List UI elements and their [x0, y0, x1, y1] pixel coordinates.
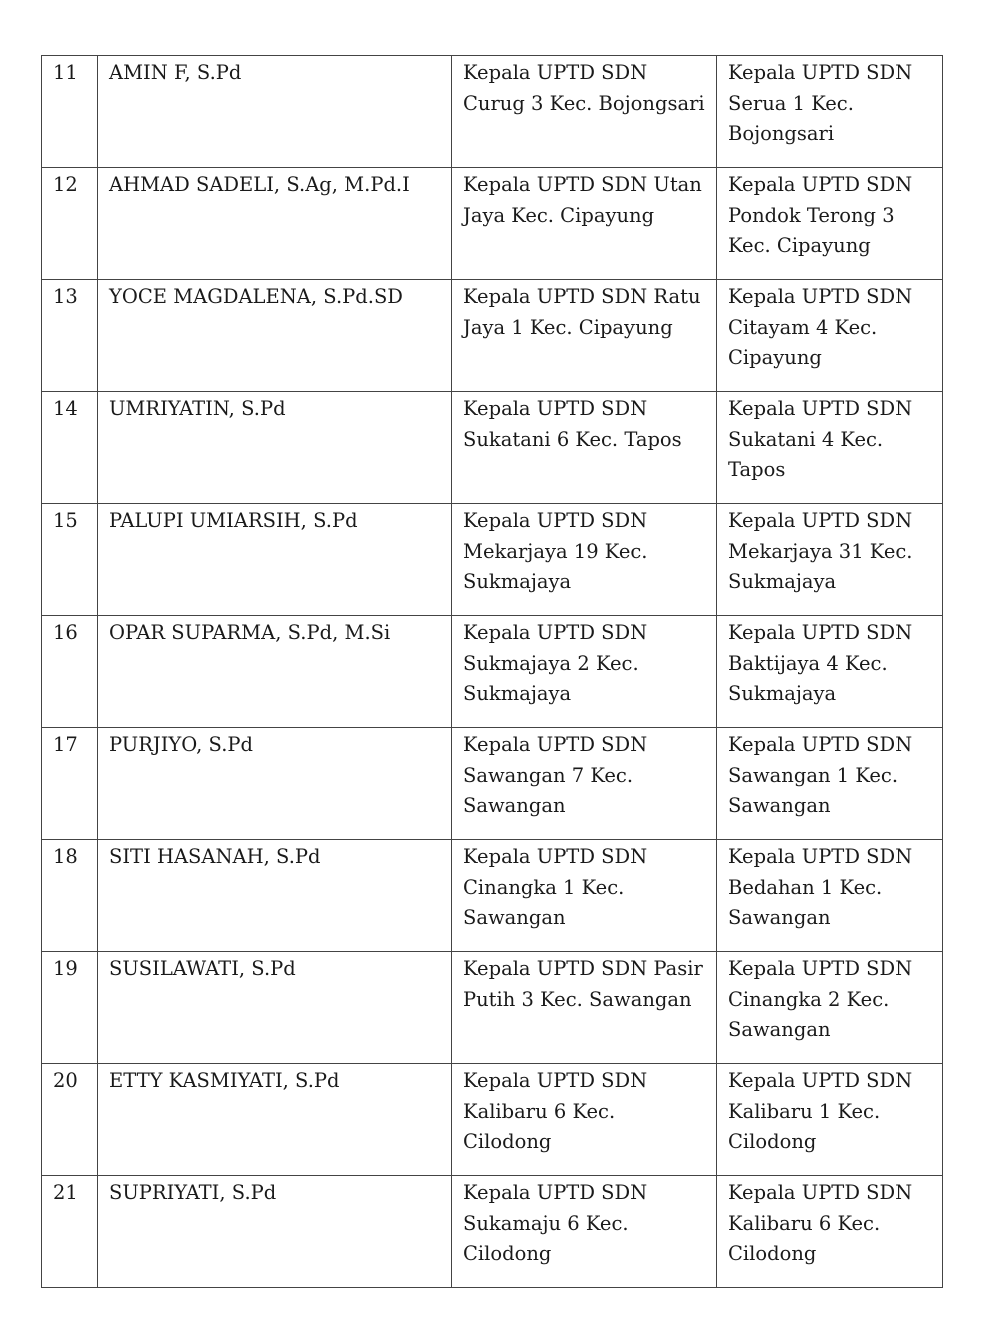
- previous-position: Kepala UPTD SDN Sawangan 7 Kec. Sawangan: [452, 728, 717, 840]
- previous-position: Kepala UPTD SDN Ratu Jaya 1 Kec. Cipayung: [452, 280, 717, 392]
- row-number: 18: [42, 840, 98, 952]
- new-position: Kepala UPTD SDN Baktijaya 4 Kec. Sukmajaya: [717, 616, 943, 728]
- person-name: YOCE MAGDALENA, S.Pd.SD: [98, 280, 452, 392]
- previous-position: Kepala UPTD SDN Curug 3 Kec. Bojongsari: [452, 56, 717, 168]
- person-name: ETTY KASMIYATI, S.Pd: [98, 1064, 452, 1176]
- new-position: Kepala UPTD SDN Sawangan 1 Kec. Sawangan: [717, 728, 943, 840]
- new-position: Kepala UPTD SDN Bedahan 1 Kec. Sawangan: [717, 840, 943, 952]
- row-number: 20: [42, 1064, 98, 1176]
- row-number: 12: [42, 168, 98, 280]
- table-row: [42, 1176, 943, 1288]
- table-row: [42, 728, 943, 840]
- row-number: 11: [42, 56, 98, 168]
- person-name: SITI HASANAH, S.Pd: [98, 840, 452, 952]
- previous-position: Kepala UPTD SDN Mekarjaya 19 Kec. Sukmajaya: [452, 504, 717, 616]
- new-position: Kepala UPTD SDN Kalibaru 1 Kec. Cilodong: [717, 1064, 943, 1176]
- previous-position: Kepala UPTD SDN Sukmajaya 2 Kec. Sukmajaya: [452, 616, 717, 728]
- person-name: SUSILAWATI, S.Pd: [98, 952, 452, 1064]
- table-row: [42, 1064, 943, 1176]
- new-position: Kepala UPTD SDN Cinangka 2 Kec. Sawangan: [717, 952, 943, 1064]
- previous-position: Kepala UPTD SDN Pasir Putih 3 Kec. Sawangan: [452, 952, 717, 1064]
- row-number: 13: [42, 280, 98, 392]
- previous-position: Kepala UPTD SDN Sukamaju 6 Kec. Cilodong: [452, 1176, 717, 1288]
- new-position: Kepala UPTD SDN Sukatani 4 Kec. Tapos: [717, 392, 943, 504]
- person-name: PALUPI UMIARSIH, S.Pd: [98, 504, 452, 616]
- person-name: AHMAD SADELI, S.Ag, M.Pd.I: [98, 168, 452, 280]
- table-row: [42, 616, 943, 728]
- new-position: Kepala UPTD SDN Mekarjaya 31 Kec. Sukmajaya: [717, 504, 943, 616]
- previous-position: Kepala UPTD SDN Utan Jaya Kec. Cipayung: [452, 168, 717, 280]
- table-row: [42, 280, 943, 392]
- person-name: AMIN F, S.Pd: [98, 56, 452, 168]
- new-position: Kepala UPTD SDN Serua 1 Kec. Bojongsari: [717, 56, 943, 168]
- table-row: [42, 952, 943, 1064]
- row-number: 17: [42, 728, 98, 840]
- row-number: 16: [42, 616, 98, 728]
- person-name: OPAR SUPARMA, S.Pd, M.Si: [98, 616, 452, 728]
- person-name: UMRIYATIN, S.Pd: [98, 392, 452, 504]
- previous-position: Kepala UPTD SDN Sukatani 6 Kec. Tapos: [452, 392, 717, 504]
- previous-position: Kepala UPTD SDN Cinangka 1 Kec. Sawangan: [452, 840, 717, 952]
- person-name: PURJIYO, S.Pd: [98, 728, 452, 840]
- table-row: [42, 168, 943, 280]
- new-position: Kepala UPTD SDN Pondok Terong 3 Kec. Cipayung: [717, 168, 943, 280]
- row-number: 14: [42, 392, 98, 504]
- row-number: 21: [42, 1176, 98, 1288]
- row-number: 19: [42, 952, 98, 1064]
- table-row: [42, 840, 943, 952]
- table-row: [42, 504, 943, 616]
- assignment-table: [41, 55, 943, 1288]
- new-position: Kepala UPTD SDN Kalibaru 6 Kec. Cilodong: [717, 1176, 943, 1288]
- table-row: [42, 392, 943, 504]
- row-number: 15: [42, 504, 98, 616]
- table-row: [42, 56, 943, 168]
- new-position: Kepala UPTD SDN Citayam 4 Kec. Cipayung: [717, 280, 943, 392]
- previous-position: Kepala UPTD SDN Kalibaru 6 Kec. Cilodong: [452, 1064, 717, 1176]
- person-name: SUPRIYATI, S.Pd: [98, 1176, 452, 1288]
